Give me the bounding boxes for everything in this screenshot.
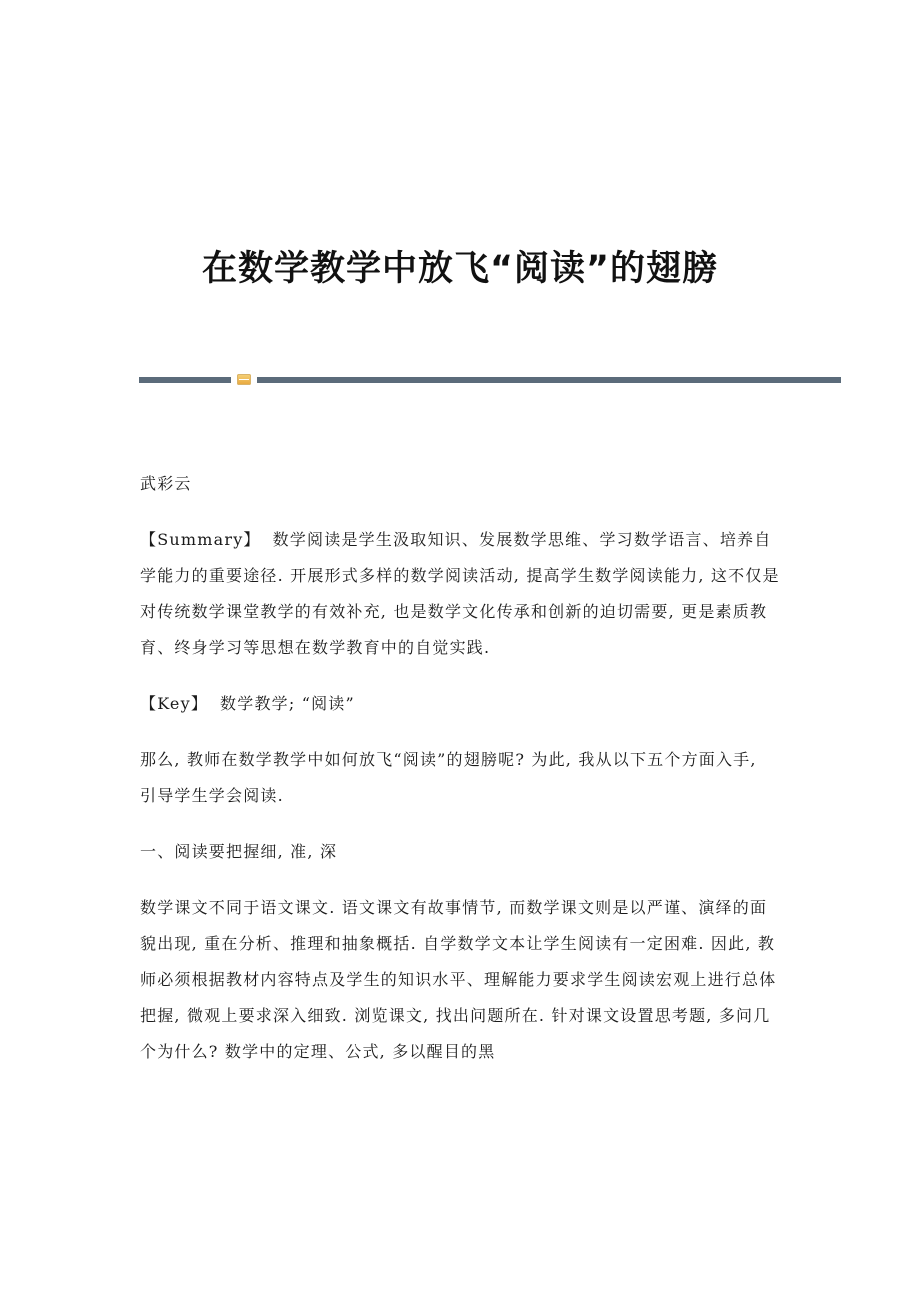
- keywords-paragraph: [140, 686, 780, 722]
- divider-bar-left: [139, 377, 231, 383]
- article-body: [140, 466, 780, 1090]
- section-heading-1: 一、阅读要把握细, 准, 深: [140, 842, 338, 861]
- divider-bar-right: [257, 377, 841, 383]
- divider-emblem-icon: [237, 374, 251, 385]
- summary-label: 【Summary】: [140, 530, 261, 549]
- page-title: 在数学教学中放飞“阅读”的翅膀: [201, 249, 718, 290]
- keywords-text: 数学教学; “阅读”: [220, 694, 355, 713]
- author-name: 武彩云: [140, 474, 192, 493]
- keywords-label: 【Key】: [140, 694, 209, 713]
- summary-paragraph: [140, 522, 780, 666]
- summary-text: 数学阅读是学生汲取知识、发展数学思维、学习数学语言、培养自学能力的重要途径. 开展形式多样的数学阅读活动, 提高学生数学阅读能力, 这不仅是对传统数学课堂教学的有效补充, 也是数学文化传承和创新的迫切需要, 更是素质教育、终身学习等思想在数学教育中的自觉实践.: [140, 530, 780, 657]
- title-divider: [139, 374, 841, 386]
- body-paragraph-intro: 那么, 教师在数学教学中如何放飞“阅读”的翅膀呢? 为此, 我从以下五个方面入手, 引导学生学会阅读.: [140, 750, 757, 805]
- body-paragraph-1: 数学课文不同于语文课文. 语文课文有故事情节, 而数学课文则是以严谨、演绎的面貌出现, 重在分析、推理和抽象概括. 自学数学文本让学生阅读有一定困难. 因此, 教师必须根据教材内容特点及学生的知识水平、理解能力要求学生阅读宏观上进行总体把握, 微观上要求深入细致. 浏览课文, 找出问题所在. 针对课文设置思考题, 多问几个为什么? 数学中的定理、公式, 多以醒目的黑: [140, 898, 777, 1061]
